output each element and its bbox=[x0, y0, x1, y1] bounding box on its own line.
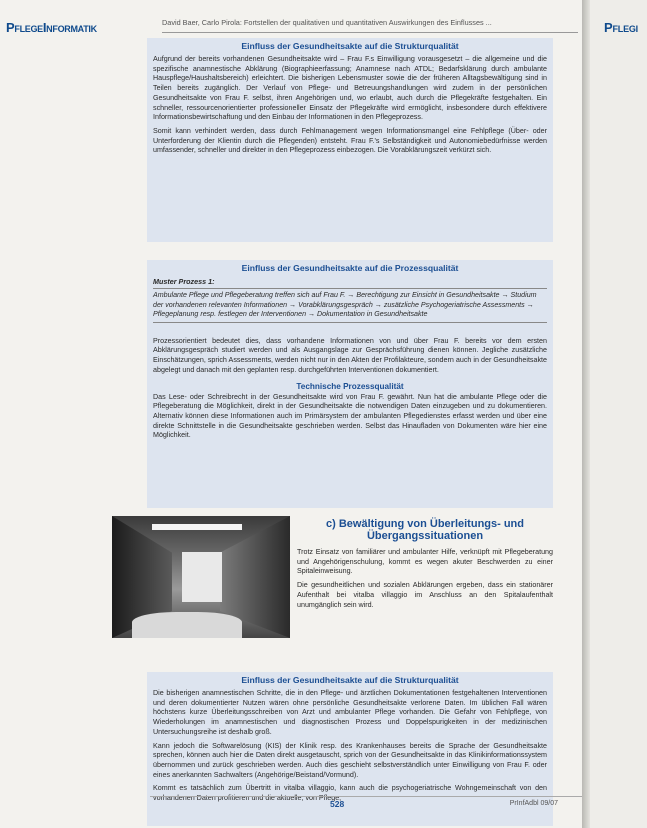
subsection-heading: Technische Prozessqualität bbox=[296, 381, 404, 391]
book-gutter bbox=[582, 0, 590, 828]
paragraph: Trotz Einsatz von familiärer und ambulanter Hilfe, verknüpft mit Pflegeberatung und Angehörigenschulung, kommt es wegen akuter Beschwerden zu einer Spitaleinweisung. bbox=[297, 548, 553, 576]
transition-section bbox=[147, 516, 553, 656]
structure-quality-box bbox=[147, 38, 553, 242]
page-footer bbox=[150, 796, 582, 811]
process-quality-box bbox=[147, 260, 553, 508]
section-heading: Einfluss der Gesundheitsakte auf die Prozessqualität bbox=[241, 263, 459, 273]
magazine-logo: PflegeInformatik bbox=[6, 20, 97, 35]
hospital-corridor-photo bbox=[112, 516, 290, 638]
paragraph: Aufgrund der bereits vorhandenen Gesundheitsakte wird – Frau F.s Einwilligung vorausgesetzt – die allgemeine und die spezifische anamnestische Abklärung (Biographieerfassung; Anamnese nach ATDL; Bedarfsklärung durch ambulante Hauspflege/Haushaltsbereich) erleichtert. Die bisherigen Lebensmuster sowie die der früheren Alltagsbewältigung sind in Teilen bereits zugänglich. Der Verlauf von Pflege- und Betreuungshandlungen wird zudem in der persönlichen Gesundheitsakte von Frau F. selbst, ihren Angehörigen und, wo erlaubt, auch durch die Pflegekräfte festgehalten. Ein schneller, ressourcenorientierter professioneller Einsatz der Pflegekräfte wird ermöglicht, insbesondere durch effektivere Informationsbewirtschaftung und den Einbau der Informationen in den Pflegeprozess. bbox=[153, 55, 547, 122]
facing-page bbox=[590, 0, 647, 828]
running-header: David Baer, Carlo Pirola: Fortstellen der qualitativen und quantitativen Auswirkungen des Einflusses ... bbox=[162, 18, 578, 33]
process-flow: Ambulante Pflege und Pflegeberatung treffen sich auf Frau F. → Berechtigung zur Einsicht in Gesundheitsakte → Studium der vorhandenen relevanten Informationen → Vorabklärungsgespräch → zusätzliche Psychogeriatrische Assessments → Pflegeplanung resp. festlegen der Interventionen → Dokumentation in Gesundheitsakte bbox=[153, 288, 547, 323]
transition-text-column bbox=[297, 516, 553, 614]
paragraph: Die gesundheitlichen und sozialen Abklärungen ergeben, dass ein stationärer Aufenthalt bei vitalba villaggio im Anschluss an den Spitalaufenthalt unumgänglich sein wird. bbox=[297, 581, 553, 609]
section-heading: Einfluss der Gesundheitsakte auf die Strukturqualität bbox=[241, 675, 459, 685]
paragraph: Somit kann verhindert werden, dass durch Fehlmanagement wegen Informationsmangel eine Fehlpflege (Über- oder Unterforderung der Klientin durch die Pflegenden) entsteht. Frau F.'s Selbständigkeit und Autonomiebedürfnisse werden umfassender, schneller und direkter in den Pflegeprozess einbezogen. Die Vorabklärungszeit verkürzt sich. bbox=[153, 126, 547, 155]
issue-label: PrInfAdbl 09/07 bbox=[509, 800, 558, 807]
paragraph: Das Lese- oder Schreibrecht in der Gesundheitsakte wird von Frau F. gewährt. Nun hat die ambulante Pflege oder die Pflegeberatung die Möglichkeit, direkt in der Gesundheitsakte die notwendigen Daten einzugeben und zu dokumentieren. Alternativ können diese Informationen auch im Primärsystem der ambulanten Pflegedienstes erfasst werden und über eine direkte Schnittstelle in die Gesundheitsakte geschrieben werden. Selbst das Hinaufladen von Dokumenten wäre hier eine Möglichkeit. bbox=[153, 392, 547, 440]
paragraph: Prozessorientiert bedeutet dies, dass vorhandene Informationen von und über Frau F. bereits vor dem ersten Abklärungsgespräch studiert werden und als Ausgangslage zur Gesprächsführung dienen können. Jegliche zusätzliche Einschätzungen, sprich Assessments, werden nicht nur in den Akten der Profilakteure, sondern auch in der Gesundheitsakte abgelegt und danach mit den geplanten resp. durchgeführten Interventionen dokumentiert. bbox=[153, 336, 547, 374]
page-number: 528 bbox=[330, 799, 345, 809]
article-body bbox=[147, 38, 553, 828]
paragraph: Kommt es tatsächlich zum Übertritt in vitalba villaggio, kann auch die psychogeriatrische Wohngemeinschaft von den vorhandenen Daten profitieren und die aktuelle, von Pflege, bbox=[153, 784, 547, 803]
paragraph: Die bisherigen anamnestischen Schritte, die in den Pflege- und ärztlichen Dokumentationen festgehaltenen Interventionen und deren dokumentierter Nutzen wären ohne persönliche Gesundheitsakte verlorene Daten. Im üblichen Fall wären höchstens kurze Überleitungsschreiben von Arzt und ambulanter Pflege vorhanden. Die Gefahr von Fehlpflege, von Wiederholungen im anamnestischen und diagnostischen Prozess und Doppelspurigkeiten in der medizinischen Untersuchungsreihe ist deshalb groß. bbox=[153, 689, 547, 736]
section-title: c) Bewältigung von Überleitungs- und Übergangssituationen bbox=[326, 518, 524, 542]
process-label: Muster Prozess 1: bbox=[153, 277, 215, 286]
section-heading: Einfluss der Gesundheitsakte auf die Strukturqualität bbox=[241, 41, 459, 51]
facing-page-logo: Pflegi bbox=[604, 20, 638, 35]
paragraph: Kann jedoch die Softwarelösung (KIS) der Klinik resp. des Krankenhauses bereits die Sprache der Gesundheitsakte sprechen, können auch hier die Daten direkt ausgetauscht, sprich von der Gesundheitsakte in das Klinikinformationssystem übernommen und zurück geschrieben werden. Auch dies geschieht selbstverständlich unter Einwilligung von Frau F. oder eines anerkannten Sachwalters (Angehörige/Beistand/Vormund). bbox=[153, 741, 547, 779]
